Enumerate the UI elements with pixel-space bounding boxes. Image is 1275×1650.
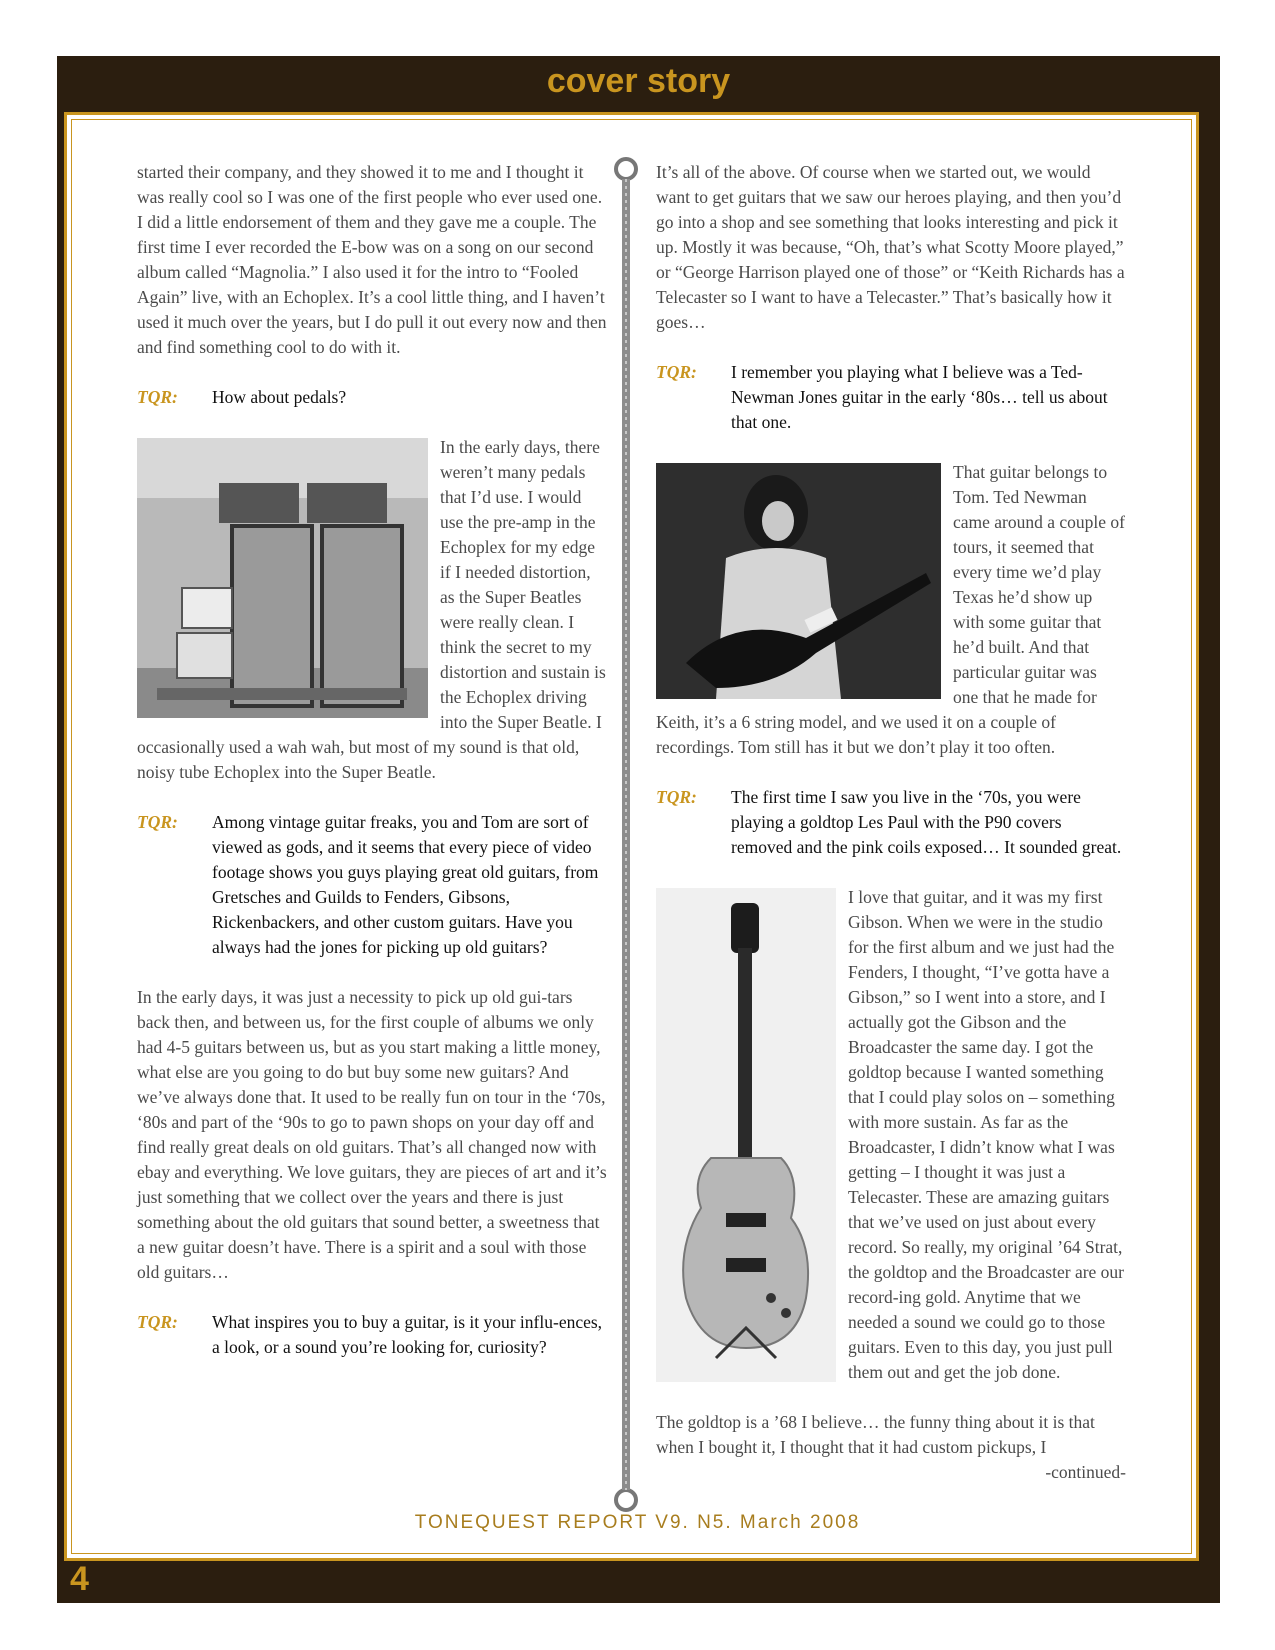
answer-paragraph: In the early days, it was just a necessity to pick up old gui-tars back then, and between us, for the first couple of albums we only had 4-5 guitars between us, but as you start making a little money, what else are you going to do but buy some new guitars? And we’ve always done that. It used to be really fun on tour in the ‘70s, ‘80s and part of the ‘90s to go to pawn shops on your day off and find really great deals on old guitars. That’s all changed now with ebay and everything. We love guitars, they are pieces of art and it’s just something that we collect over the years and there is just something about the old guitars that sound better, a sweetness that a new guitar doesn’t have. There is a spirit and a soul with those old guitars… xyxy=(137,987,607,1282)
les-paul-guitar-photo xyxy=(656,888,836,1382)
question-tag: TQR: xyxy=(137,812,178,832)
interview-question xyxy=(656,785,1126,860)
question-text: What inspires you to buy a guitar, is it your influ-ences, a look, or a sound you’re looking for, curiosity? xyxy=(212,1312,603,1357)
left-column xyxy=(137,160,607,1385)
amplifier-stack-photo xyxy=(137,438,428,718)
answer-paragraph: I love that guitar, and it was my first Gibson. When we were in the studio for the first album and we just had the Fenders, I thought, “I’ve gotta have a Gibson,” so I went into a store, and I actually got the Gibson and the Broadcaster the same day. I got the goldtop because I wanted something that I could play solos on – something with more sustain. As far as the Broadcaster, I didn’t know what I was getting – I thought it was just a Telecaster. These are amazing guitars that we’ve used on just about every record. So really, my original ’64 Strat, the goldtop and the Broadcaster are our record-ing gold. Anytime that we needed a sound we could go to those guitars. Even to this day, you just pull them out and get the job done. xyxy=(848,887,1125,1382)
section-header: cover story xyxy=(546,62,731,100)
continued-marker: -continued- xyxy=(1045,1462,1126,1482)
answer-paragraph: It’s all of the above. Of course when we started out, we would want to get guitars that we saw our heroes playing, and then you’d go into a shop and see something that looks interesting and pick it up. Mostly it was because, “Oh, that’s what Scotty Moore played,” or “George Harrison played one of those” or “Keith Richards has a Telecaster so I want to have a Telecaster.” That’s basically how it goes… xyxy=(656,162,1125,332)
question-text: The first time I saw you live in the ‘70s, you were playing a goldtop Les Paul with the P90 covers removed and the pink coils exposed… It sounded great. xyxy=(731,787,1122,857)
answer-paragraph: In the early days, there weren’t many pedals that I’d use. I would use the pre-amp in the Echoplex for my edge if I needed distortion, as the Super Beatles were really clean. I think the secret to my distortion and sustain is the Echoplex driving into the Super Beatle. I occasionally used a wah wah, but most of my sound is that old, noisy tube Echoplex into the Super Beatle. xyxy=(137,437,606,782)
right-column xyxy=(656,160,1126,1485)
rope-divider xyxy=(612,155,640,1515)
question-text: Among vintage guitar freaks, you and Tom are sort of viewed as gods, and it seems that every piece of video footage shows you guys playing great old guitars, from Gretsches and Guilds to Fenders, Gibsons, Rickenbackers, and other custom guitars. Have you always had the jones for picking up old guitars? xyxy=(212,812,599,957)
answer-paragraph: started their company, and they showed it to me and I thought it was really cool so I was one of the first people who ever used one. I did a little endorsement of them and they gave me a couple. The first time I ever recorded the E-bow was on a song on our second album called “Magnolia.” I also used it for the intro to “Fooled Again” live, with an Echoplex. It’s a cool little thing, and I haven’t used it much over the years, but I do pull it out every now and then and find something cool to do with it. xyxy=(137,162,607,357)
interview-question xyxy=(137,810,607,960)
interview-question xyxy=(656,360,1126,435)
answer-paragraph: The goldtop is a ’68 I believe… the funny thing about it is that when I bought it, I thought that it had custom pickups, I xyxy=(656,1412,1095,1457)
question-text: How about pedals? xyxy=(212,387,347,407)
question-tag: TQR: xyxy=(137,387,178,407)
interview-question xyxy=(137,1310,607,1360)
guitarist-photo xyxy=(656,463,941,699)
question-tag: TQR: xyxy=(656,362,697,382)
footer-publication-line: TONEQUEST REPORT V9. N5. March 2008 xyxy=(414,1512,861,1533)
question-tag: TQR: xyxy=(656,787,697,807)
interview-question xyxy=(137,385,607,410)
question-text: I remember you playing what I believe was a Ted-Newman Jones guitar in the early ‘80s… tell us about that one. xyxy=(731,362,1108,432)
question-tag: TQR: xyxy=(137,1312,178,1332)
answer-paragraph: That guitar belongs to Tom. Ted Newman came around a couple of tours, it seemed that every time we’d play Texas he’d show up with some guitar that he’d built. And that particular guitar was one that he made for Keith, it’s a 6 string model, and we used it on a couple of recordings. Tom still has it but we don’t play it too often. xyxy=(656,462,1126,757)
page-number: 4 xyxy=(70,1560,89,1598)
